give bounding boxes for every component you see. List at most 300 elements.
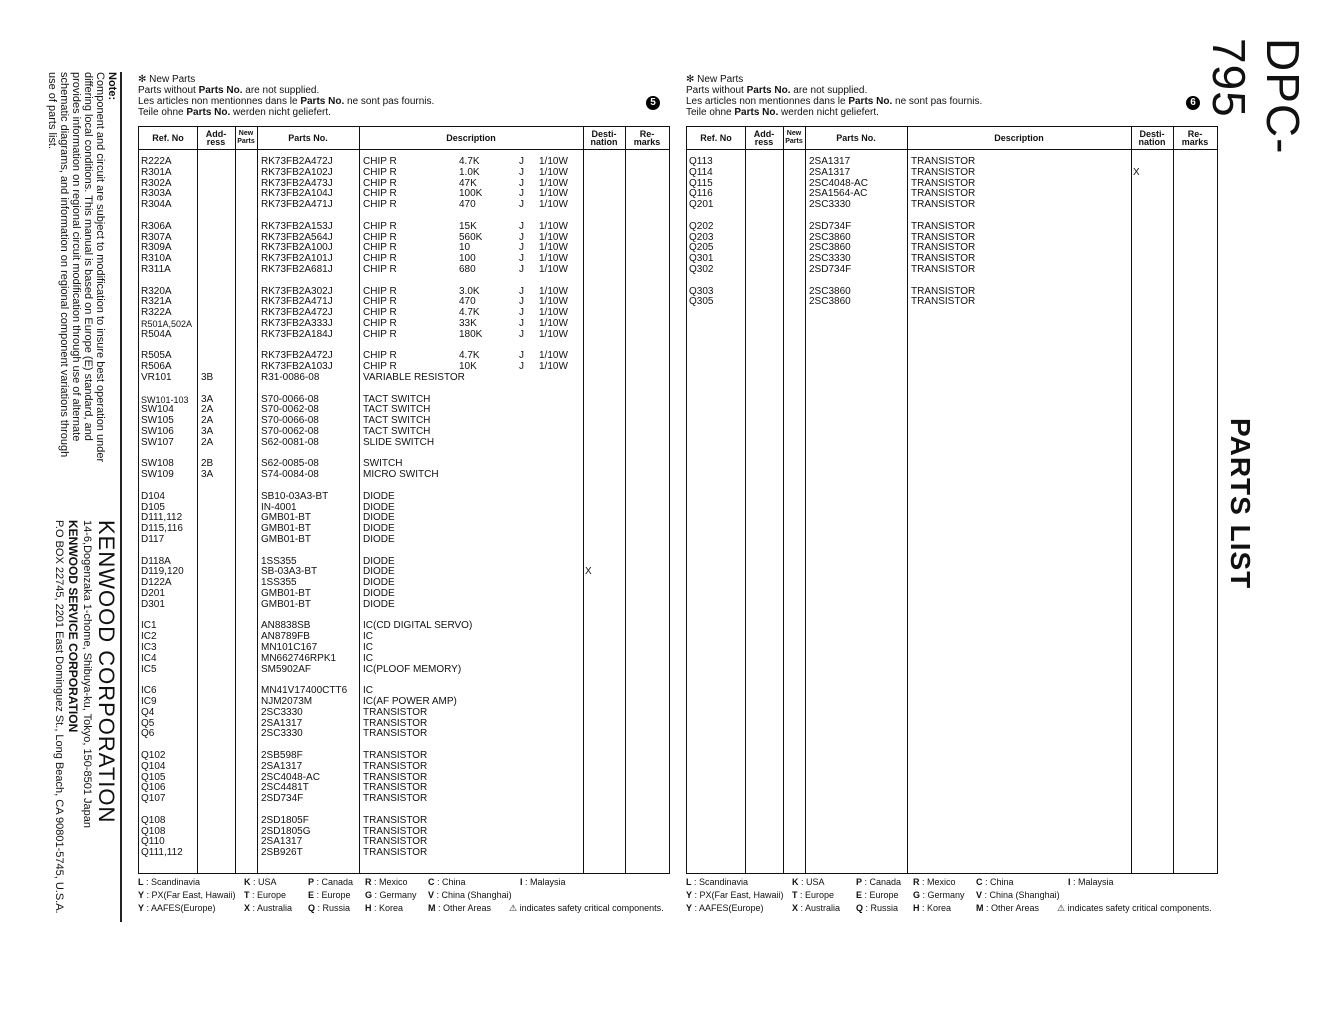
german-note bbox=[686, 107, 1220, 118]
legend-code: L bbox=[686, 877, 692, 887]
parts-no-cell: S70-0066-08 bbox=[261, 415, 319, 427]
ref-no-cell: Q203 bbox=[689, 231, 714, 243]
description-cell: IC bbox=[363, 652, 373, 664]
header-notes bbox=[686, 74, 1220, 118]
legend-label: USA bbox=[806, 877, 825, 887]
description-cell: CHIP R bbox=[363, 220, 397, 232]
legend-label: Korea bbox=[379, 903, 404, 913]
ref-no-cell: SW106 bbox=[141, 426, 174, 437]
description-cell: TRANSISTOR bbox=[911, 285, 976, 297]
legend-label: Scandinavia bbox=[699, 877, 749, 887]
legend-code: G bbox=[913, 890, 921, 900]
legend-code: I bbox=[1068, 877, 1071, 887]
legend-label: Other Areas bbox=[443, 903, 492, 913]
legend-separator: : bbox=[434, 890, 442, 900]
parts-no-cell: S70-0066-08 bbox=[261, 393, 319, 405]
legend-item bbox=[856, 889, 899, 902]
model-title: DPC-795 bbox=[1203, 38, 1309, 155]
legend-label: Europe bbox=[321, 890, 351, 900]
column-divider bbox=[907, 127, 908, 873]
legend-label: Germany bbox=[927, 890, 965, 900]
legend-code: G bbox=[365, 890, 373, 900]
description-cell: CHIP R bbox=[363, 242, 397, 254]
parts-no-cell: 2SC3330 bbox=[261, 728, 303, 740]
legend-label: Europe bbox=[869, 890, 899, 900]
legend-item bbox=[1068, 876, 1114, 889]
address-cell: 2B bbox=[201, 458, 214, 470]
description-cell: TRANSISTOR bbox=[363, 793, 428, 805]
legend-code: Y bbox=[138, 890, 145, 900]
legend-separator: : bbox=[982, 890, 990, 900]
ref-no-cell: R322A bbox=[141, 307, 172, 319]
safety-note: ⚠ indicates safety critical components. bbox=[1057, 903, 1212, 913]
ref-no-cell: Q302 bbox=[689, 264, 714, 275]
french-note-parts-no: Parts No. bbox=[300, 96, 345, 107]
legend-label: China (Shanghai) bbox=[989, 890, 1060, 900]
tolerance-cell: J bbox=[519, 242, 524, 254]
ref-no-cell: Q105 bbox=[141, 771, 166, 783]
corporation-address: 14-6,Dogenzaka 1-chome, Shibuya-ku, Tokyo, 150-8501 Japan bbox=[81, 520, 93, 828]
ref-no-cell: IC5 bbox=[141, 663, 157, 675]
column-header-ref-no: Ref. No bbox=[152, 133, 184, 143]
legend-code: C bbox=[428, 877, 435, 887]
wattage-cell: 1/10W bbox=[539, 253, 568, 265]
description-cell: IC(PLOOF MEMORY) bbox=[363, 663, 462, 675]
legend-item bbox=[976, 889, 1060, 902]
description-cell: TRANSISTOR bbox=[911, 242, 976, 254]
ref-no-cell: SW104 bbox=[141, 404, 174, 416]
column-header-new-parts: New Parts bbox=[237, 130, 255, 145]
ref-no-cell: SW105 bbox=[141, 415, 174, 427]
column-divider bbox=[1173, 127, 1174, 873]
description-cell: TRANSISTOR bbox=[911, 177, 976, 189]
parts-no-cell: R31-0086-08 bbox=[261, 372, 320, 383]
legend-item bbox=[308, 889, 351, 902]
column-divider bbox=[257, 127, 258, 873]
parts-no-cell: 2SD734F bbox=[809, 264, 852, 275]
wattage-cell: 1/10W bbox=[539, 328, 568, 340]
legend-item bbox=[365, 876, 408, 889]
german-note-parts-no: Parts No. bbox=[734, 107, 779, 118]
description-cell: TRANSISTOR bbox=[363, 771, 428, 783]
column-header-address: Add- ress bbox=[205, 129, 227, 147]
legend-separator: : bbox=[691, 877, 700, 887]
legend-item bbox=[686, 889, 784, 902]
parts-no-cell: 2SD734F bbox=[809, 220, 852, 232]
parts-no-cell: GMB01-BT bbox=[261, 512, 312, 524]
address-cell: 2A bbox=[201, 436, 214, 448]
legend-label: Germany bbox=[379, 890, 417, 900]
ref-no-cell: Q4 bbox=[141, 706, 155, 718]
parts-no-cell: 2SD1805F bbox=[261, 814, 309, 826]
service-corporation-name: KENWOOD SERVICE CORPORATION bbox=[66, 520, 80, 733]
legend-code: I bbox=[520, 877, 523, 887]
parts-no-cell: SB-03A3-BT bbox=[261, 566, 318, 578]
legend-code: Q bbox=[308, 903, 316, 913]
legend-item bbox=[520, 876, 566, 889]
ref-no-cell: D115,116 bbox=[141, 523, 183, 535]
parts-no-cell: RK73FB2A473J bbox=[261, 177, 333, 189]
description-cell: TRANSISTOR bbox=[911, 253, 976, 265]
description-cell: TRANSISTOR bbox=[911, 296, 976, 308]
french-note-text: Les articles non mentionnes dans le bbox=[138, 96, 301, 107]
destination-cell: X bbox=[1133, 166, 1140, 178]
description-cell: TRANSISTOR bbox=[911, 199, 976, 211]
legend-code: X bbox=[792, 903, 799, 913]
not-supplied-note-parts-no: Parts No. bbox=[746, 85, 791, 96]
tolerance-cell: J bbox=[519, 264, 524, 275]
wattage-cell: 1/10W bbox=[539, 156, 568, 167]
legend-separator: : bbox=[522, 877, 531, 887]
description-cell: TACT SWITCH bbox=[363, 393, 431, 405]
description-cell: TACT SWITCH bbox=[363, 415, 431, 427]
legend-item bbox=[913, 902, 951, 915]
parts-no-cell: 2SC3860 bbox=[809, 242, 851, 254]
parts-no-cell: 2SA1317 bbox=[809, 166, 851, 178]
legend-item bbox=[244, 876, 277, 889]
french-note-text: Les articles non mentionnes dans le bbox=[686, 96, 849, 107]
legend-separator: : bbox=[920, 890, 928, 900]
description-cell: TACT SWITCH bbox=[363, 404, 431, 416]
destination-legend bbox=[138, 876, 668, 920]
note-body: Component and circuit are subject to modification to insure best operation under differing local conditions. This manual is based on Europe (E) standard, and provides information on regional circuit modification through use of alternate schematic diagrams, and information on regional component variations through use of parts list. bbox=[46, 72, 106, 463]
ref-no-cell: D104 bbox=[141, 490, 165, 502]
ref-no-cell: IC4 bbox=[141, 652, 157, 664]
description-cell: TRANSISTOR bbox=[363, 750, 428, 761]
ref-no-cell: R303A bbox=[141, 188, 172, 200]
parts-no-cell: RK73FB2A101J bbox=[261, 253, 333, 265]
parts-no-cell: 1SS355 bbox=[261, 577, 297, 589]
legend-item bbox=[365, 902, 403, 915]
french-note bbox=[138, 96, 672, 107]
legend-separator: : bbox=[250, 903, 258, 913]
legend-code: R bbox=[365, 877, 372, 887]
description-cell: IC(AF POWER AMP) bbox=[363, 696, 457, 707]
description-cell: IC(CD DIGITAL SERVO) bbox=[363, 620, 473, 632]
column-header-destination: Desti- nation bbox=[590, 129, 618, 147]
column-header-destination: Desti- nation bbox=[1138, 129, 1166, 147]
legend-separator: : bbox=[249, 890, 258, 900]
column-header-address: Add- ress bbox=[753, 129, 775, 147]
ref-no-cell: Q113 bbox=[689, 156, 713, 167]
parts-no-cell: RK73FB2A184J bbox=[261, 328, 333, 340]
legend-item bbox=[365, 889, 417, 902]
parts-no-cell: 2SA1564-AC bbox=[809, 188, 868, 200]
parts-no-cell: S62-0085-08 bbox=[261, 458, 319, 470]
corporation-name: KENWOOD CORPORATION bbox=[94, 520, 119, 824]
parts-no-cell: 2SC3330 bbox=[809, 199, 851, 211]
ref-no-cell: R501A,502A bbox=[141, 319, 193, 329]
tolerance-cell: J bbox=[519, 350, 524, 362]
description-cell: TRANSISTOR bbox=[363, 836, 428, 848]
value-cell: 1.0K bbox=[459, 166, 480, 178]
legend-item bbox=[976, 876, 1014, 889]
legend-label: Scandinavia bbox=[151, 877, 201, 887]
legend-label: Malaysia bbox=[1078, 877, 1114, 887]
parts-no-cell: RK73FB2A472J bbox=[261, 307, 333, 319]
column-header-description: Description bbox=[446, 133, 496, 143]
parts-no-cell: 2SC4048-AC bbox=[261, 771, 320, 783]
wattage-cell: 1/10W bbox=[539, 285, 568, 297]
parts-table bbox=[138, 126, 670, 874]
parts-no-cell: RK73FB2A103J bbox=[261, 361, 333, 373]
description-cell: CHIP R bbox=[363, 328, 397, 340]
ref-no-cell: R310A bbox=[141, 253, 172, 265]
ref-no-cell: Q115 bbox=[689, 177, 713, 189]
service-corporation-address: P.O BOX 22745, 2201 East Dominguez St., Long Beach, CA 90801-5745, U.S.A. bbox=[53, 520, 65, 914]
german-note-text-end: werden nicht geliefert. bbox=[778, 107, 879, 118]
parts-no-cell: 2SC3330 bbox=[809, 253, 851, 265]
description-cell: DIODE bbox=[363, 577, 395, 589]
ref-no-cell: Q305 bbox=[689, 296, 714, 308]
parts-no-cell: RK73FB2A471J bbox=[261, 296, 333, 308]
ref-no-cell: Q108 bbox=[141, 814, 166, 826]
legend-separator: : bbox=[983, 903, 992, 913]
description-cell: DIODE bbox=[363, 490, 395, 502]
parts-no-cell: RK73FB2A302J bbox=[261, 285, 333, 297]
legend-code: C bbox=[976, 877, 983, 887]
column-header-remarks: Re- marks bbox=[1181, 129, 1209, 147]
parts-no-cell: 2SC3860 bbox=[809, 231, 851, 243]
description-cell: VARIABLE RESISTOR bbox=[363, 372, 465, 383]
parts-no-cell: RK73FB2A100J bbox=[261, 242, 333, 254]
column-header-remarks: Re- marks bbox=[633, 129, 661, 147]
parts-no-cell: 2SA1317 bbox=[261, 836, 303, 848]
ref-no-cell: SW109 bbox=[141, 469, 174, 481]
wattage-cell: 1/10W bbox=[539, 361, 568, 373]
legend-item bbox=[428, 889, 512, 902]
legend-label: Canada bbox=[321, 877, 354, 887]
parts-no-cell: 2SD734F bbox=[261, 793, 304, 805]
ref-no-cell: R309A bbox=[141, 242, 172, 254]
column-header-new-parts: New Parts bbox=[785, 130, 803, 145]
legend-code: V bbox=[428, 890, 435, 900]
ref-no-cell: Q5 bbox=[141, 717, 155, 729]
legend-item bbox=[686, 876, 748, 889]
left-divider bbox=[120, 72, 122, 922]
table-header-row bbox=[687, 127, 1217, 150]
tolerance-cell: J bbox=[519, 253, 524, 265]
description-cell: DIODE bbox=[363, 512, 395, 524]
value-cell: 100K bbox=[459, 188, 483, 200]
legend-separator: : bbox=[798, 903, 806, 913]
ref-no-cell: D119,120 bbox=[141, 566, 184, 578]
description-cell: TRANSISTOR bbox=[363, 814, 428, 826]
value-cell: 4.7K bbox=[459, 350, 480, 362]
german-note-text: Teile ohne bbox=[686, 107, 735, 118]
not-supplied-note bbox=[138, 85, 672, 96]
wattage-cell: 1/10W bbox=[539, 199, 568, 211]
description-cell: TRANSISTOR bbox=[363, 760, 428, 772]
description-cell: CHIP R bbox=[363, 166, 397, 178]
legend-label: Korea bbox=[927, 903, 952, 913]
address-cell: 2A bbox=[201, 404, 214, 416]
parts-no-cell: 2SC4048-AC bbox=[809, 177, 868, 189]
parts-table bbox=[686, 126, 1218, 874]
note-title: Note: bbox=[106, 72, 118, 101]
legend-label: Other Areas bbox=[991, 903, 1040, 913]
ref-no-cell: VR101 bbox=[141, 372, 172, 383]
legend-separator: : bbox=[797, 890, 806, 900]
legend-code: M bbox=[428, 903, 436, 913]
wattage-cell: 1/10W bbox=[539, 188, 568, 200]
wattage-cell: 1/10W bbox=[539, 231, 568, 243]
parts-no-cell: 2SC4481T bbox=[261, 782, 309, 794]
legend-separator: : bbox=[919, 903, 928, 913]
wattage-cell: 1/10W bbox=[539, 264, 568, 275]
legend-separator: : bbox=[250, 877, 259, 887]
parts-no-cell: 2SD1805G bbox=[261, 825, 311, 837]
description-cell: CHIP R bbox=[363, 296, 397, 308]
note-block bbox=[46, 72, 118, 472]
legend-item bbox=[428, 902, 491, 915]
column-divider bbox=[1131, 127, 1132, 873]
legend-code: T bbox=[792, 890, 798, 900]
german-note-parts-no: Parts No. bbox=[186, 107, 231, 118]
ref-no-cell: SW101-103 bbox=[141, 394, 189, 405]
legend-code: M bbox=[976, 903, 984, 913]
column-divider bbox=[745, 127, 746, 873]
legend-code: K bbox=[244, 877, 251, 887]
legend-separator: : bbox=[862, 890, 870, 900]
ref-no-cell: R306A bbox=[141, 220, 172, 232]
wattage-cell: 1/10W bbox=[539, 296, 568, 308]
wattage-cell: 1/10W bbox=[539, 166, 568, 178]
french-note bbox=[686, 96, 1220, 107]
tolerance-cell: J bbox=[519, 177, 524, 189]
description-cell: CHIP R bbox=[363, 231, 397, 243]
description-cell: TRANSISTOR bbox=[911, 231, 976, 243]
parts-no-cell: GMB01-BT bbox=[261, 534, 312, 545]
ref-no-cell: R302A bbox=[141, 177, 172, 189]
ref-no-cell: Q114 bbox=[689, 166, 713, 178]
legend-label: Russia bbox=[322, 903, 351, 913]
parts-no-cell: 2SC3330 bbox=[261, 706, 303, 718]
legend-item bbox=[792, 876, 825, 889]
legend-code: H bbox=[365, 903, 372, 913]
legend-separator: : bbox=[315, 903, 323, 913]
legend-item bbox=[244, 889, 286, 902]
description-cell: TRANSISTOR bbox=[911, 188, 976, 200]
parts-no-cell: 1SS355 bbox=[261, 555, 297, 567]
ref-no-cell: R505A bbox=[141, 350, 172, 362]
ref-no-cell: R304A bbox=[141, 199, 172, 211]
ref-no-cell: Q107 bbox=[141, 793, 166, 805]
legend-label: Europe bbox=[257, 890, 287, 900]
tolerance-cell: J bbox=[519, 296, 524, 308]
legend-label: Australia bbox=[805, 903, 841, 913]
tolerance-cell: J bbox=[519, 188, 524, 200]
parts-no-cell: NJM2073M bbox=[261, 696, 313, 707]
legend-code: E bbox=[308, 890, 315, 900]
column-divider bbox=[197, 127, 198, 873]
value-cell: 4.7K bbox=[459, 156, 480, 167]
legend-item bbox=[244, 902, 292, 915]
ref-no-cell: Q104 bbox=[141, 760, 166, 772]
tolerance-cell: J bbox=[519, 361, 524, 373]
description-cell: IC bbox=[363, 631, 373, 643]
parts-no-cell: MN101C167 bbox=[261, 642, 318, 653]
ref-no-cell: Q116 bbox=[689, 188, 713, 200]
corporation-block bbox=[52, 520, 118, 914]
german-note bbox=[138, 107, 672, 118]
new-parts-note: ✻ New Parts bbox=[138, 74, 196, 85]
address-cell: 3A bbox=[201, 469, 214, 481]
legend-separator: : bbox=[862, 877, 870, 887]
tolerance-cell: J bbox=[519, 166, 524, 178]
description-cell: CHIP R bbox=[363, 199, 397, 211]
legend-separator: : bbox=[143, 877, 152, 887]
description-cell: TACT SWITCH bbox=[363, 426, 431, 437]
legend-separator: : bbox=[692, 903, 700, 913]
french-note-text-end: ne sont pas fournis. bbox=[892, 96, 983, 107]
description-cell: DIODE bbox=[363, 598, 395, 610]
description-cell: TRANSISTOR bbox=[363, 728, 428, 740]
legend-item bbox=[138, 876, 200, 889]
legend-item bbox=[308, 876, 353, 889]
ref-no-cell: IC3 bbox=[141, 642, 157, 653]
ref-no-cell: Q110 bbox=[141, 836, 165, 848]
legend-separator: : bbox=[314, 890, 322, 900]
parts-no-cell: 2SC3860 bbox=[809, 296, 851, 308]
description-cell: DIODE bbox=[363, 534, 395, 545]
parts-page-5 bbox=[138, 74, 672, 913]
legend-item bbox=[686, 902, 764, 915]
value-cell: 680 bbox=[459, 264, 476, 275]
description-cell: CHIP R bbox=[363, 350, 397, 362]
parts-no-cell: 2SA1317 bbox=[809, 156, 851, 167]
tolerance-cell: J bbox=[519, 156, 524, 167]
description-cell: CHIP R bbox=[363, 156, 397, 167]
description-cell: CHIP R bbox=[363, 361, 397, 373]
description-cell: DIODE bbox=[363, 523, 395, 535]
value-cell: 15K bbox=[459, 220, 477, 232]
parts-no-cell: 2SA1317 bbox=[261, 717, 303, 729]
ref-no-cell: D118A bbox=[141, 555, 171, 567]
parts-no-cell: RK73FB2A471J bbox=[261, 199, 333, 211]
parts-no-cell: SB10-03A3-BT bbox=[261, 490, 329, 502]
legend-label: AAFES(Europe) bbox=[699, 903, 764, 913]
ref-no-cell: R311A bbox=[141, 264, 171, 275]
description-cell: MICRO SWITCH bbox=[363, 469, 439, 481]
wattage-cell: 1/10W bbox=[539, 242, 568, 254]
description-cell: TRANSISTOR bbox=[363, 717, 428, 729]
parts-no-cell: S62-0081-08 bbox=[261, 436, 319, 448]
parts-no-cell: RK73FB2A564J bbox=[261, 231, 333, 243]
legend-item bbox=[856, 902, 898, 915]
legend-code: Y bbox=[138, 903, 145, 913]
ref-no-cell: Q303 bbox=[689, 285, 714, 297]
column-divider bbox=[359, 127, 360, 873]
ref-no-cell: IC9 bbox=[141, 696, 157, 707]
value-cell: 47K bbox=[459, 177, 477, 189]
parts-no-cell: RK73FB2A333J bbox=[261, 318, 333, 329]
legend-separator: : bbox=[863, 903, 871, 913]
ref-no-cell: SW107 bbox=[141, 436, 174, 448]
parts-no-cell: RK73FB2A681J bbox=[261, 264, 333, 275]
legend-label: China bbox=[990, 877, 1014, 887]
parts-no-cell: GMB01-BT bbox=[261, 523, 312, 535]
parts-no-cell: 2SA1317 bbox=[261, 760, 303, 772]
tolerance-cell: J bbox=[519, 318, 524, 329]
column-divider bbox=[583, 127, 584, 873]
destination-legend bbox=[686, 876, 1216, 920]
ref-no-cell: Q106 bbox=[141, 782, 166, 794]
parts-no-cell: 2SB926T bbox=[261, 847, 303, 859]
ref-no-cell: R321A bbox=[141, 296, 172, 308]
destination-cell: X bbox=[585, 566, 592, 578]
parts-no-cell: S74-0084-08 bbox=[261, 469, 319, 481]
